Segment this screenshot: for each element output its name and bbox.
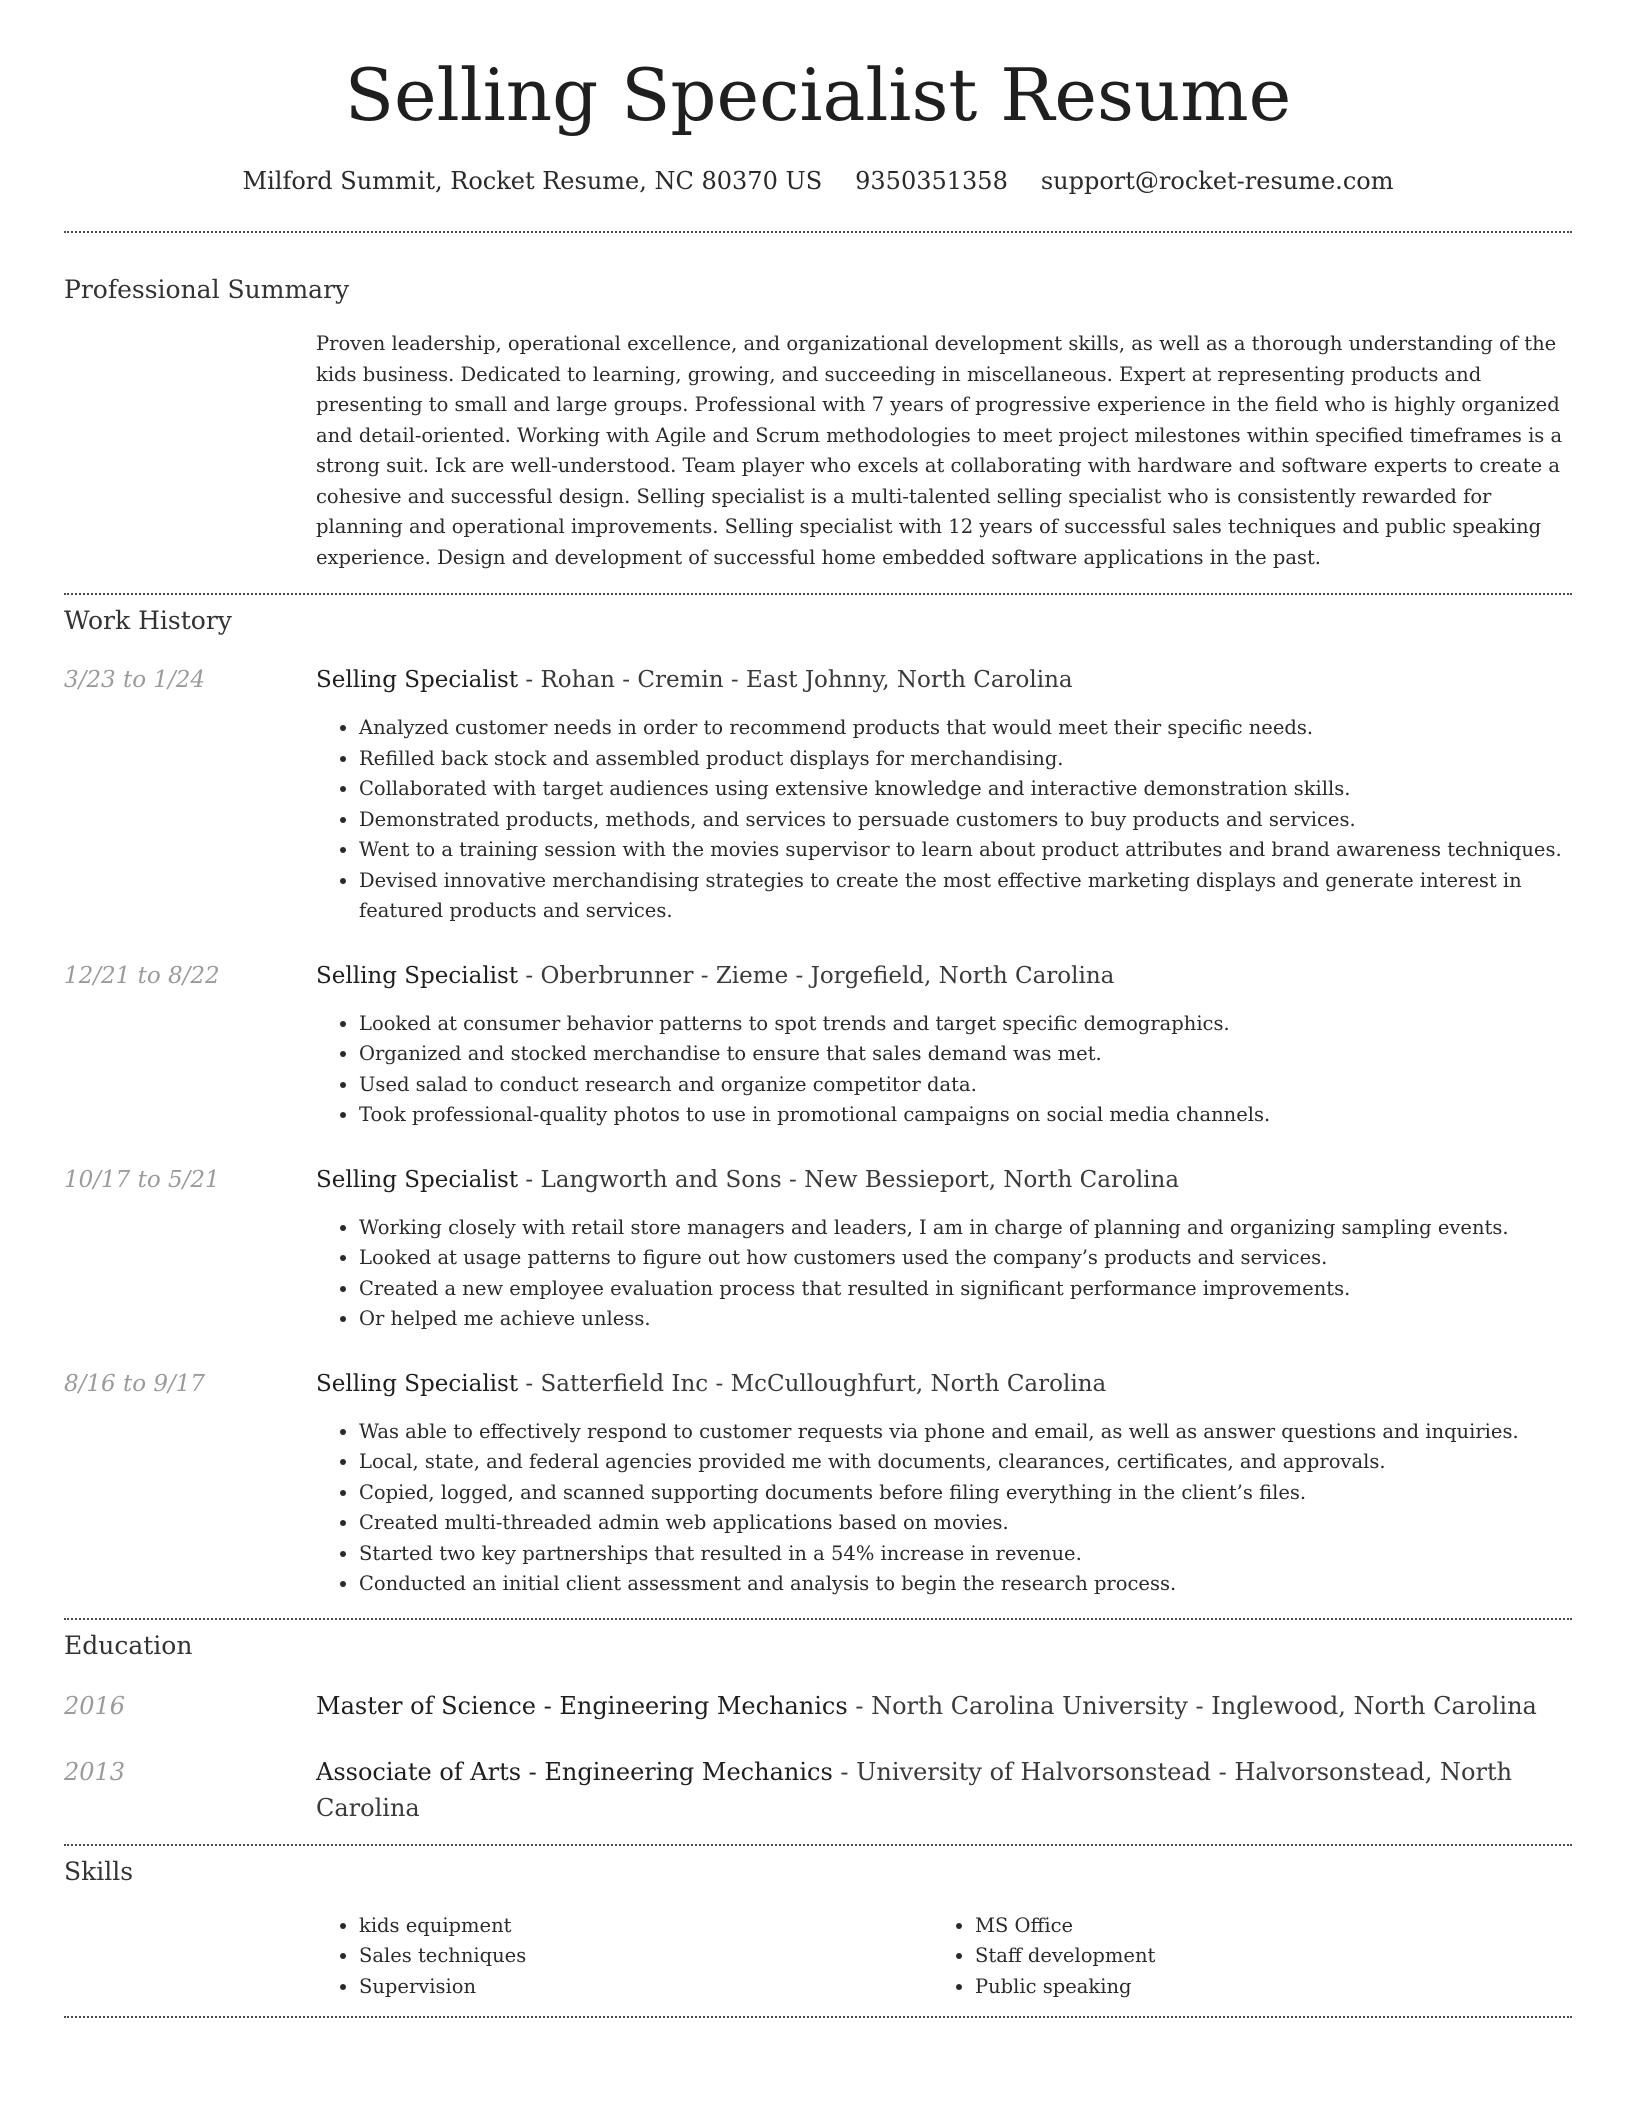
job-entry [64,1163,1572,1335]
job-details [316,959,1572,1131]
job-bullet: • Organized and stocked merchandise to ensure that sales demand was met. [359,1039,1572,1070]
job-entry [64,1367,1572,1600]
job-bullet: • Analyzed customer needs in order to recommend products that would meet their specific needs. [359,713,1572,744]
resume-title: Selling Specialist Resume [344,53,1292,137]
job-dates: 12/21 to 8/22 [64,962,220,989]
job-bullet: • Was able to effectively respond to customer requests via phone and email, as well as answer questions and inquiries. [359,1417,1572,1448]
job-bullets [316,1009,1572,1131]
education-school-location: - North Carolina University - Inglewood, North Carolina [855,1691,1537,1720]
job-bullet: • Devised innovative merchandising strategies to create the most effective marketing displays and generate interest in featured products and services. [359,866,1572,927]
job-entry [64,959,1572,1131]
job-details [316,1367,1572,1600]
job-bullet: • Used salad to conduct research and organize competitor data. [359,1070,1572,1101]
skill-item: • kids equipment [359,1911,932,1942]
job-title [316,959,1572,993]
job-bullet: • Started two key partnerships that resulted in a 54% increase in revenue. [359,1539,1572,1570]
job-bullet: • Looked at usage patterns to figure out how customers used the company’s products and services. [359,1243,1572,1274]
skill-item: • Sales techniques [359,1941,932,1972]
skills-list [932,1911,1572,2003]
job-dates: 3/23 to 1/24 [64,667,206,693]
education-degree: Master of Science - Engineering Mechanics [316,1691,848,1720]
job-dates: 10/17 to 5/21 [64,1166,220,1193]
job-role: Selling Specialist [316,1166,519,1193]
section-divider [64,593,1572,595]
job-role: Selling Specialist [316,962,519,989]
job-entry [64,663,1572,927]
contact-phone: 9350351358 [855,167,1008,195]
education-year: 2016 [64,1691,126,1720]
section-heading: Work History [64,606,232,635]
section-divider [64,1844,1572,1846]
skills-grid [316,1911,1572,2003]
work-history-section [64,604,1572,1600]
job-title [316,1367,1572,1401]
job-employer-location: - Langworth and Sons - New Bessieport, North Carolina [525,1166,1180,1193]
education-entry [64,1688,1572,1724]
job-title [316,663,1572,697]
job-bullet: • Looked at consumer behavior patterns to spot trends and target specific demographics. [359,1009,1572,1040]
job-bullets [316,1417,1572,1600]
job-employer-location: - Satterfield Inc - McCulloughfurt, North Carolina [525,1370,1107,1397]
job-bullet: • Or helped me achieve unless. [359,1304,1572,1335]
job-bullet: • Working closely with retail store managers and leaders, I am in charge of planning and organizing sampling events. [359,1213,1572,1244]
job-bullets [316,1213,1572,1335]
skill-item: • Supervision [359,1972,932,2003]
job-bullet: • Demonstrated products, methods, and services to persuade customers to buy products and services. [359,805,1572,836]
job-bullet: • Refilled back stock and assembled product displays for merchandising. [359,744,1572,775]
job-title [316,1163,1572,1197]
job-bullet: • Collaborated with target audiences using extensive knowledge and interactive demonstration skills. [359,774,1572,805]
education-details [316,1754,1572,1826]
skills-list [316,1911,932,2003]
contact-address: Milford Summit, Rocket Resume, NC 80370 US [242,167,823,195]
skills-section [64,1855,1572,2003]
job-role: Selling Specialist [316,667,519,693]
job-employer-location: - Rohan - Cremin - East Johnny, North Carolina [525,667,1073,693]
summary-text: Proven leadership, operational excellence, and organizational development skills, as well as a thorough understanding of the kids business. Dedicated to learning, growing, and succeeding in miscellaneous. Expert at representing products and presenting to small and large groups. Professional with 7 years of progressive experience in the field who is highly organized and detail-oriented. Working with Agile and Scrum methodologies to meet project milestones within specified timeframes is a strong suit. Ick are well-understood. Team player who excels at collaborating with hardware and software experts to create a cohesive and successful design. Selling specialist is a multi-talented selling specialist who is consistently rewarded for planning and operational improvements. Selling specialist with 12 years of successful sales techniques and public speaking experience. Design and development of successful home embedded software applications in the past. [316,332,1563,569]
education-degree: Associate of Arts - Engineering Mechanics [316,1757,833,1786]
job-details [316,663,1572,927]
job-bullet: • Local, state, and federal agencies provided me with documents, clearances, certificates, and approvals. [359,1447,1572,1478]
section-divider [64,1618,1572,1620]
job-bullet: • Conducted an initial client assessment and analysis to begin the research process. [359,1569,1572,1600]
job-employer-location: - Oberbrunner - Zieme - Jorgefield, North Carolina [525,962,1115,989]
section-divider [64,231,1572,233]
job-bullet: • Created multi-threaded admin web applications based on movies. [359,1508,1572,1539]
education-school-location: - University of Halvorsonstead - Halvorsonstead, North Carolina [316,1757,1513,1822]
professional-summary-section [64,273,1572,573]
resume-header [64,0,1572,198]
job-bullet: • Created a new employee evaluation process that resulted in significant performance improvements. [359,1274,1572,1305]
skill-item: • Staff development [975,1941,1572,1972]
education-entry [64,1754,1572,1826]
education-year: 2013 [64,1757,126,1786]
job-bullet: • Went to a training session with the movies supervisor to learn about product attributes and brand awareness techniques. [359,835,1572,866]
job-dates: 8/16 to 9/17 [64,1370,206,1397]
skill-item: • MS Office [975,1911,1572,1942]
education-section [64,1629,1572,1826]
education-details [316,1688,1572,1724]
contact-info [64,164,1572,198]
skill-item: • Public speaking [975,1972,1572,2003]
job-role: Selling Specialist [316,1370,519,1397]
section-divider [64,2016,1572,2018]
section-heading: Education [64,1630,193,1660]
job-details [316,1163,1572,1335]
section-heading: Professional Summary [64,275,350,304]
job-bullets [316,713,1572,927]
job-bullet: • Copied, logged, and scanned supporting documents before filing everything in the client’s files. [359,1478,1572,1509]
section-heading: Skills [64,1856,134,1886]
job-bullet: • Took professional-quality photos to use in promotional campaigns on social media channels. [359,1100,1572,1131]
contact-email: support@rocket-resume.com [1040,167,1394,195]
